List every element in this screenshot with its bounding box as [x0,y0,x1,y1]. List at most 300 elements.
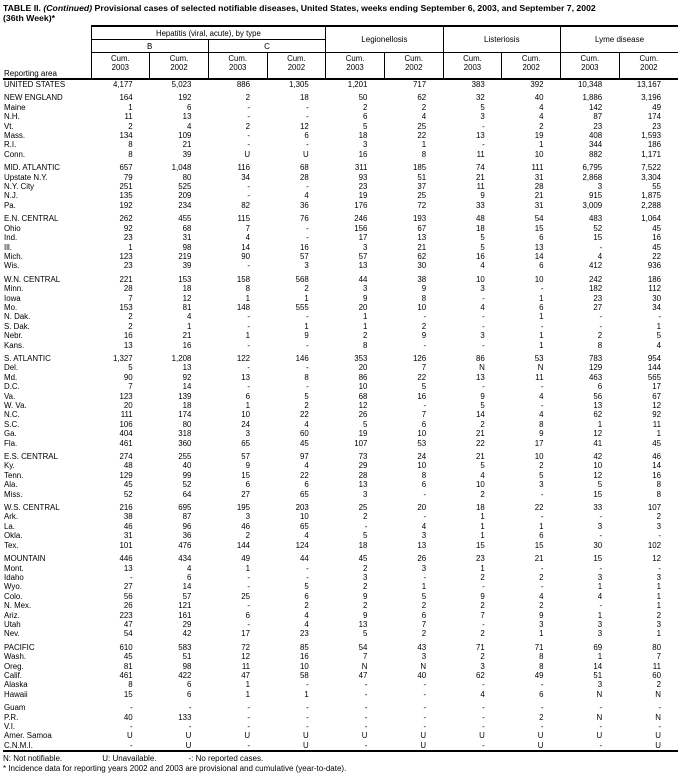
value-cell: 1 [656,429,661,439]
reporting-area-cell: Hawaii [4,689,28,699]
value-cell: 28 [123,284,133,294]
value-cell: 10,348 [578,80,603,89]
table-row [3,224,678,233]
value-cell: 4 [539,391,544,401]
value-cell: 3 [304,261,309,271]
value-cell: 1 [480,512,485,522]
value-cell: 4 [480,261,485,271]
value-cell: 8 [304,372,309,382]
value-cell: 5 [539,470,544,480]
value-cell: 583 [178,642,192,652]
value-cell: 12 [299,121,309,131]
table-row [3,420,678,429]
value-cell: 2 [128,121,133,131]
value-cell: 1,048 [171,163,192,173]
table-row [3,564,678,573]
value-cell: 6 [304,480,309,490]
value-cell: - [658,312,661,322]
value-cell: 40 [417,670,427,680]
value-cell: 19 [534,131,544,141]
value-cell: - [540,489,544,499]
value-cell: 1 [656,582,661,592]
value-cell: 57 [358,251,368,261]
value-cell: 65 [299,521,309,531]
value-cell: 1 [186,321,192,331]
value-cell: 161 [178,610,192,620]
value-cell: - [130,572,133,582]
reporting-area-cell: Alaska [4,680,28,690]
value-cell: 6 [421,610,427,620]
value-cell: 97 [299,452,309,462]
value-cell: 10 [299,661,309,671]
value-cell: 79 [123,172,133,182]
table-row [3,439,678,448]
value-cell: 14 [476,410,485,420]
lyme-cum-2002-header: Cum. 2002 [619,53,678,80]
value-cell: - [599,703,603,713]
value-cell: - [130,703,133,713]
value-cell: 3 [656,521,661,531]
value-cell: 71 [476,642,485,652]
value-cell: 98 [182,661,192,671]
value-cell: 9 [363,610,368,620]
value-cell: 783 [589,353,603,363]
value-cell: 16 [358,149,368,159]
value-cell: 22 [299,410,309,420]
table-row [3,93,678,102]
value-cell: 1 [539,340,544,350]
footnotes [3,754,678,774]
value-cell: 153 [119,302,133,312]
value-cell: 148 [236,302,251,312]
table-row [3,671,678,680]
value-cell: 69 [593,642,603,652]
value-cell: 882 [589,149,603,159]
value-cell: 15 [123,689,133,699]
value-cell: 123 [119,391,133,401]
value-cell: 5 [480,401,485,410]
value-cell: 10 [358,382,368,392]
value-cell: 463 [589,372,603,382]
value-cell: 476 [178,540,192,550]
value-cell: - [599,531,603,541]
reporting-area-cell: NEW ENGLAND [4,93,63,103]
value-cell: U [303,731,309,741]
hepatitis-c-header: C [208,40,325,53]
value-cell: U [244,731,251,741]
header-cum-row [3,53,678,80]
value-cell: 422 [178,670,192,680]
value-cell: 203 [295,503,309,513]
table-row [3,452,678,461]
value-cell: U [479,731,485,741]
value-cell: 23 [593,121,603,131]
value-cell: 156 [354,223,368,233]
value-cell: 49 [241,554,251,564]
value-cell: U [150,741,209,751]
value-cell: - [247,722,251,731]
value-cell: 34 [241,172,251,182]
table-title-continued: (Continued) [43,3,93,13]
table-row [3,131,678,140]
value-cell: - [306,223,309,233]
table-row [3,382,678,391]
value-cell: 209 [178,191,192,201]
table-row [3,620,678,629]
reporting-area-cell: P.R. [4,712,19,722]
table-row [3,122,678,131]
value-cell: 274 [119,452,133,462]
hep-c-cum-2002-header: Cum. 2002 [267,53,326,80]
value-cell: 2 [480,419,485,429]
value-cell: 22 [476,438,485,448]
table-row [3,312,678,321]
value-cell: 10 [476,274,485,284]
value-cell: 1 [597,419,603,429]
value-cell: 20 [123,401,133,410]
value-cell: 99 [182,470,192,480]
value-cell: - [658,703,661,713]
value-cell: 4 [421,112,427,122]
value-cell: U [619,741,678,751]
value-cell: 483 [589,214,603,224]
value-cell: - [247,582,251,592]
value-cell: 25 [358,503,368,513]
value-cell: - [306,712,309,722]
value-cell: 4 [304,419,309,429]
value-cell: 139 [178,391,192,401]
value-cell: 45 [652,223,661,233]
hep-b-cum-2003-header: Cum. 2003 [91,53,150,80]
reporting-area-cell: W. Va. [4,401,27,410]
hepatitis-b-header: B [91,40,208,53]
value-cell: - [364,689,368,699]
value-cell: 4 [245,233,251,243]
legionellosis-cum-2002-header: Cum. 2002 [384,53,443,80]
value-cell: 3 [597,619,603,629]
value-cell: 1,875 [641,191,661,201]
value-cell: 9 [245,461,251,471]
value-cell: 1 [128,102,133,112]
value-cell: 13 [476,131,485,141]
value-cell: - [599,722,603,731]
value-cell: 20 [417,503,427,513]
reporting-area-cell: Upstate N.Y. [4,172,48,182]
value-cell: 80 [182,172,192,182]
reporting-area-cell: Ill. [4,242,12,252]
value-cell: 44 [358,274,368,284]
table-row [3,690,678,699]
value-cell: 12 [241,652,251,662]
value-cell: 8 [128,140,133,150]
value-cell: 26 [123,601,133,611]
value-cell: 102 [647,540,661,550]
reporting-area-cell: R.I. [4,140,17,150]
value-cell: 57 [241,452,251,462]
value-cell: - [561,741,620,751]
value-cell: 2 [539,601,544,611]
value-cell: 129 [119,470,133,480]
value-cell: 8 [656,489,661,499]
value-cell: 40 [123,712,133,722]
value-cell: 3 [597,572,603,582]
value-cell: - [540,284,544,294]
value-cell: 72 [417,200,427,210]
reporting-area-cell: Nebr. [4,331,23,341]
value-cell: 60 [299,429,309,439]
value-cell: 28 [534,182,544,192]
value-cell: 3 [597,680,603,690]
table-row [3,322,678,331]
value-cell: 353 [354,353,368,363]
value-cell: 5 [480,102,485,112]
table-row [3,703,678,712]
value-cell: 65 [299,489,309,499]
value-cell: 13,167 [636,80,661,89]
reporting-area-cell: Maine [4,102,26,112]
reporting-area-cell: Miss. [4,489,23,499]
value-cell: N [537,363,544,373]
value-cell: 18 [182,284,192,294]
value-cell: 6 [304,131,309,141]
reporting-area-cell: Wis. [4,261,20,271]
value-cell: N [596,689,603,699]
table-row [3,373,678,382]
value-cell: 14 [241,242,251,252]
value-cell: - [423,680,427,690]
value-cell: 3 [421,563,427,573]
value-cell: 18 [476,223,485,233]
value-cell: U [502,741,561,751]
value-cell: 45 [123,480,133,490]
value-cell: 22 [534,503,544,513]
value-cell: - [364,722,368,731]
value-cell: 1 [597,582,603,592]
value-cell: 461 [119,438,133,448]
value-cell: 55 [652,182,661,192]
value-cell: 6 [421,419,427,429]
value-cell: 3 [597,629,603,639]
reporting-area-cell: N.Y. City [4,182,35,192]
value-cell: 1 [539,140,544,150]
value-cell: 13 [476,372,485,382]
table-row [3,512,678,521]
value-cell: 22 [652,251,661,261]
hep-c-cum-2003-header: Cum. 2003 [208,53,267,80]
value-cell: 2 [656,512,661,522]
value-cell: - [247,191,251,201]
value-cell: 23 [476,554,485,564]
table-row [3,643,678,652]
value-cell: 262 [119,214,133,224]
value-cell: 129 [589,363,603,373]
value-cell: - [306,140,309,150]
reporting-area-cell: Ga. [4,429,17,439]
value-cell: 223 [119,610,133,620]
value-cell: 48 [123,461,133,471]
reporting-area-cell: Mass. [4,131,26,141]
value-cell: - [599,312,603,322]
reporting-area-cell: MID. ATLANTIC [4,163,60,173]
value-cell: 6 [304,591,309,601]
value-cell: 7 [245,223,251,233]
value-cell: N [655,689,661,699]
value-cell: 37 [417,182,427,192]
value-cell: 2 [363,331,368,341]
value-cell: 22 [299,470,309,480]
value-cell: 11 [652,419,661,429]
table-row [3,354,678,363]
value-cell: 8 [656,480,661,490]
value-cell: 15 [593,554,603,564]
value-cell: 16 [652,470,661,480]
value-cell: 111 [531,163,544,173]
value-cell: 2 [480,572,485,582]
value-cell: 68 [358,391,368,401]
value-cell: - [423,312,427,322]
value-cell: 14 [182,382,192,392]
value-cell: 42 [182,629,192,639]
value-cell: 3 [656,619,661,629]
value-cell: 5 [363,629,368,639]
value-cell: 28 [299,172,309,182]
reporting-area-cell: Mont. [4,563,24,573]
value-cell: 4 [304,619,309,629]
reporting-area-cell: Ky. [4,461,15,471]
value-cell: 2 [656,610,661,620]
value-cell: 1 [363,321,368,331]
lyme-disease-header: Lyme disease [561,26,679,53]
value-cell: - [423,703,427,713]
reporting-area-cell: Oreg. [4,661,24,671]
value-cell: 6 [539,302,544,312]
value-cell: 14 [182,582,192,592]
value-cell: - [599,512,603,522]
table-row [3,252,678,261]
value-cell: 45 [299,438,309,448]
value-cell: 7 [363,652,368,662]
value-cell: 1 [480,531,485,541]
value-cell: 1 [656,321,661,331]
value-cell: 1 [245,680,251,690]
value-cell: 90 [241,251,251,261]
value-cell: 64 [182,489,192,499]
lyme-cum-2003-header: Cum. 2003 [561,53,620,80]
hep-b-cum-2002-header: Cum. 2002 [150,53,209,80]
value-cell: 86 [476,353,485,363]
value-cell: 1 [304,321,309,331]
value-cell: 4 [597,591,603,601]
value-cell: 15 [593,489,603,499]
value-cell: 2 [245,531,251,541]
value-cell: - [423,489,427,499]
value-cell: 51 [593,670,603,680]
value-cell: 1 [656,601,661,611]
value-cell: 53 [534,353,544,363]
reporting-area-cell: Ark. [4,512,19,522]
table-row [3,741,678,751]
value-cell: 15 [534,540,544,550]
value-cell: - [91,741,150,751]
value-cell: 101 [119,540,133,550]
value-cell: 87 [182,512,192,522]
value-cell: 86 [358,372,368,382]
value-cell: U [420,731,427,741]
value-cell: U [655,731,661,741]
value-cell: 3 [480,284,485,294]
value-cell: 2 [128,321,133,331]
reporting-area-cell: V.I. [4,722,16,731]
table-row [3,284,678,293]
value-cell: 5 [480,233,485,243]
table-row [3,363,678,372]
value-cell: 16 [652,233,661,243]
value-cell: 9 [480,591,485,601]
value-cell: 10 [241,410,251,420]
table-row [3,652,678,661]
value-cell: 657 [119,163,133,173]
value-cell: 68 [182,223,192,233]
value-cell: 446 [119,554,133,564]
value-cell: 193 [412,214,427,224]
value-cell: N [655,712,661,722]
value-cell: 65 [241,438,251,448]
value-cell: - [306,363,309,373]
value-cell: - [482,312,485,322]
reporting-area-cell: N. Dak. [4,312,31,322]
value-cell: 954 [647,353,661,363]
value-cell: 39 [182,261,192,271]
value-cell: 8 [363,340,368,350]
value-cell: 12 [652,554,661,564]
reporting-area-cell: UNITED STATES [4,80,66,89]
value-cell: - [599,242,603,252]
value-cell: 2 [363,512,368,522]
value-cell: 45 [123,652,133,662]
value-cell: 2 [480,629,485,639]
value-cell: 142 [589,102,603,112]
value-cell: 10 [417,461,427,471]
value-cell: U [267,741,326,751]
value-cell: - [306,340,309,350]
value-cell: 133 [178,712,192,722]
value-cell: 360 [178,438,192,448]
value-cell: 5 [480,242,485,252]
value-cell: 3 [597,521,603,531]
value-cell: 14 [593,661,603,671]
value-cell: 144 [647,363,661,373]
value-cell: 2 [304,601,309,611]
value-cell: 13 [358,480,368,490]
value-cell: - [423,340,427,350]
table-row [3,294,678,303]
value-cell: 3,009 [582,200,603,210]
legend-not-notifiable: N: Not notifiable. [3,754,63,764]
reporting-area-header: Reporting area [3,26,91,79]
value-cell: - [364,703,368,713]
value-cell: 11 [476,182,485,192]
value-cell: - [247,102,251,112]
value-cell: 5 [304,582,309,592]
reporting-area-cell: Minn. [4,284,24,294]
value-cell: 72 [241,642,251,652]
value-cell: 107 [354,438,368,448]
value-cell: 717 [412,80,427,89]
value-cell: 186 [647,140,661,150]
value-cell: 3 [480,331,485,341]
value-cell: 146 [295,353,309,363]
value-cell: 5 [421,591,427,601]
